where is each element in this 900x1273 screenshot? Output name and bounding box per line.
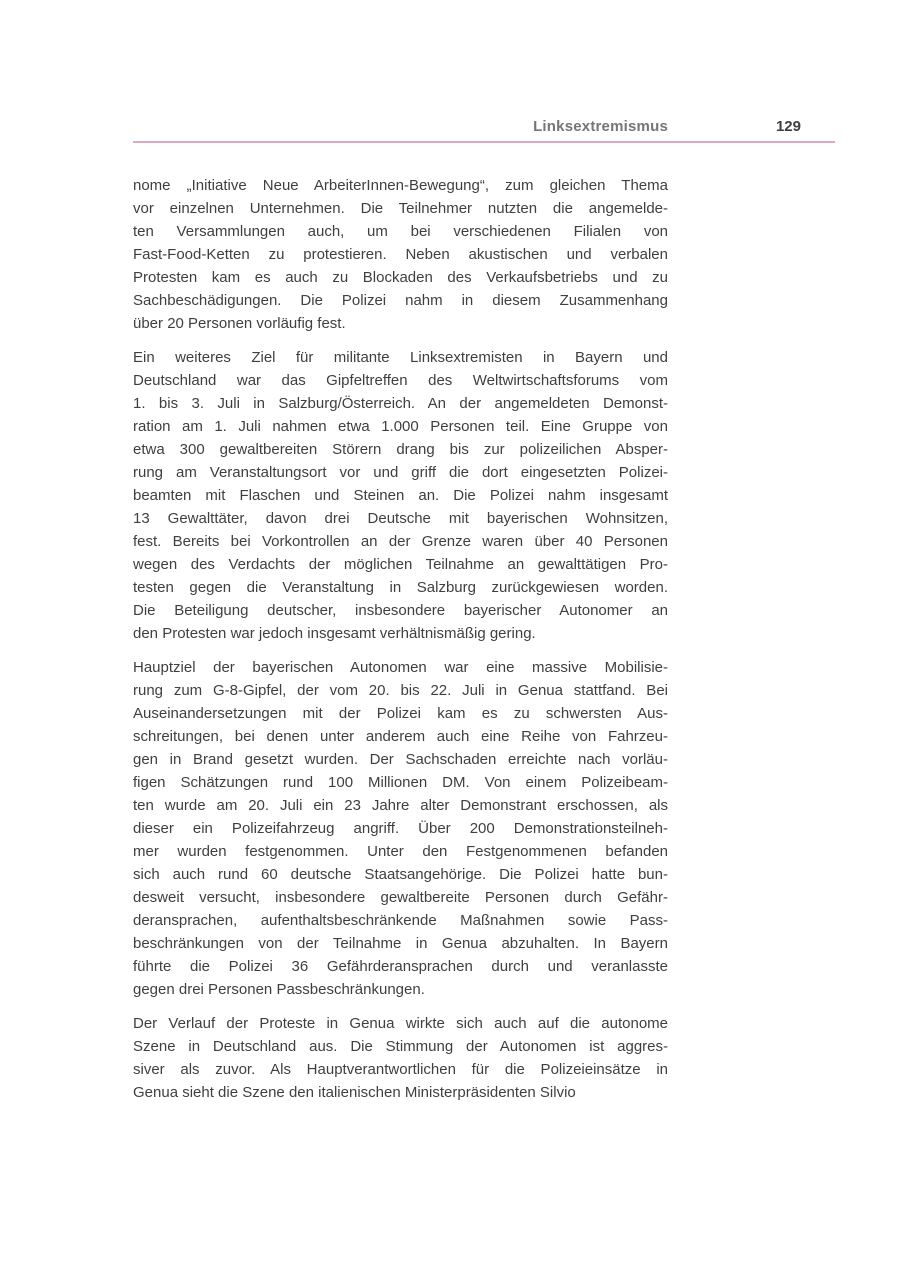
text-line: vor einzelnen Unternehmen. Die Teilnehmer nutzten die angemelde- xyxy=(133,200,668,217)
text-line: schreitungen, bei denen unter anderem auch eine Reihe von Fahrzeu- xyxy=(133,728,668,745)
paragraph xyxy=(133,656,668,1001)
text-line: nome „Initiative Neue ArbeiterInnen-Bewegung“, zum gleichen Thema xyxy=(133,177,668,194)
paragraph xyxy=(133,346,668,645)
text-line: etwa 300 gewaltbereiten Störern drang bis zur polizeilichen Absper- xyxy=(133,441,668,458)
text-line: Fast-Food-Ketten zu protestieren. Neben akustischen und verbalen xyxy=(133,246,668,263)
text-line: ten wurde am 20. Juli ein 23 Jahre alter Demonstrant erschossen, als xyxy=(133,797,668,814)
text-line: rung am Veranstaltungsort vor und griff die dort eingesetzten Polizei- xyxy=(133,464,668,481)
text-line: Szene in Deutschland aus. Die Stimmung der Autonomen ist aggres- xyxy=(133,1038,668,1055)
text-line: führte die Polizei 36 Gefährderansprachen durch und veranlasste xyxy=(133,958,668,975)
text-line: dieser ein Polizeifahrzeug angriff. Über 200 Demonstrationsteilneh- xyxy=(133,820,668,837)
text-line: Protesten kam es auch zu Blockaden des Verkaufsbetriebs und zu xyxy=(133,269,668,286)
text-line: über 20 Personen vorläufig fest. xyxy=(133,315,346,332)
text-line: Genua sieht die Szene den italienischen Ministerpräsidenten Silvio xyxy=(133,1084,576,1101)
text-line: gegen drei Personen Passbeschränkungen. xyxy=(133,981,425,998)
text-line: wegen des Verdachts der möglichen Teilnahme an gewalttätigen Pro- xyxy=(133,556,668,573)
text-line: Hauptziel der bayerischen Autonomen war eine massive Mobilisie- xyxy=(133,659,668,676)
text-line: Die Beteiligung deutscher, insbesondere bayerischer Autonomer an xyxy=(133,602,668,619)
text-line: gen in Brand gesetzt wurden. Der Sachschaden erreichte nach vorläu- xyxy=(133,751,668,768)
page-number: 129 xyxy=(775,118,801,135)
text-line: beschränkungen von der Teilnahme in Genua abzuhalten. In Bayern xyxy=(133,935,668,952)
body-text xyxy=(133,174,668,1115)
text-line: Auseinandersetzungen mit der Polizei kam es zu schwersten Aus- xyxy=(133,705,668,722)
text-line: fest. Bereits bei Vorkontrollen an der Grenze waren über 40 Personen xyxy=(133,533,668,550)
text-line: Deutschland war das Gipfeltreffen des Weltwirtschaftsforums vom xyxy=(133,372,668,389)
section-title: Linksextremismus xyxy=(533,118,668,135)
text-line: testen gegen die Veranstaltung in Salzburg zurückgewiesen worden. xyxy=(133,579,668,596)
text-line: figen Schätzungen rund 100 Millionen DM. Von einem Polizeibeam- xyxy=(133,774,668,791)
header-rule xyxy=(133,141,835,143)
text-line: ten Versammlungen auch, um bei verschiedenen Filialen von xyxy=(133,223,668,240)
text-line: beamten mit Flaschen und Steinen an. Die Polizei nahm insgesamt xyxy=(133,487,668,504)
text-line: rung zum G-8-Gipfel, der vom 20. bis 22. Juli in Genua stattfand. Bei xyxy=(133,682,668,699)
text-line: sich auch rund 60 deutsche Staatsangehörige. Die Polizei hatte bun- xyxy=(133,866,668,883)
text-line: 13 Gewalttäter, davon drei Deutsche mit bayerischen Wohnsitzen, xyxy=(133,510,668,527)
text-line: mer wurden festgenommen. Unter den Festgenommenen befanden xyxy=(133,843,668,860)
text-line: 1. bis 3. Juli in Salzburg/Österreich. An der angemeldeten Demonst- xyxy=(133,395,668,412)
paragraph xyxy=(133,1012,668,1104)
text-line: Sachbeschädigungen. Die Polizei nahm in diesem Zusammenhang xyxy=(133,292,668,309)
text-line: Ein weiteres Ziel für militante Linksextremisten in Bayern und xyxy=(133,349,668,366)
text-line: den Protesten war jedoch insgesamt verhältnismäßig gering. xyxy=(133,625,536,642)
text-line: siver als zuvor. Als Hauptverantwortlichen für die Polizeieinsätze in xyxy=(133,1061,668,1078)
page-header xyxy=(133,118,835,135)
paragraph xyxy=(133,174,668,335)
text-line: desweit versucht, insbesondere gewaltbereite Personen durch Gefähr- xyxy=(133,889,668,906)
text-line: Der Verlauf der Proteste in Genua wirkte sich auch auf die autonome xyxy=(133,1015,668,1032)
text-line: ration am 1. Juli nahmen etwa 1.000 Personen teil. Eine Gruppe von xyxy=(133,418,668,435)
text-line: deransprachen, aufenthaltsbeschränkende Maßnahmen sowie Pass- xyxy=(133,912,668,929)
